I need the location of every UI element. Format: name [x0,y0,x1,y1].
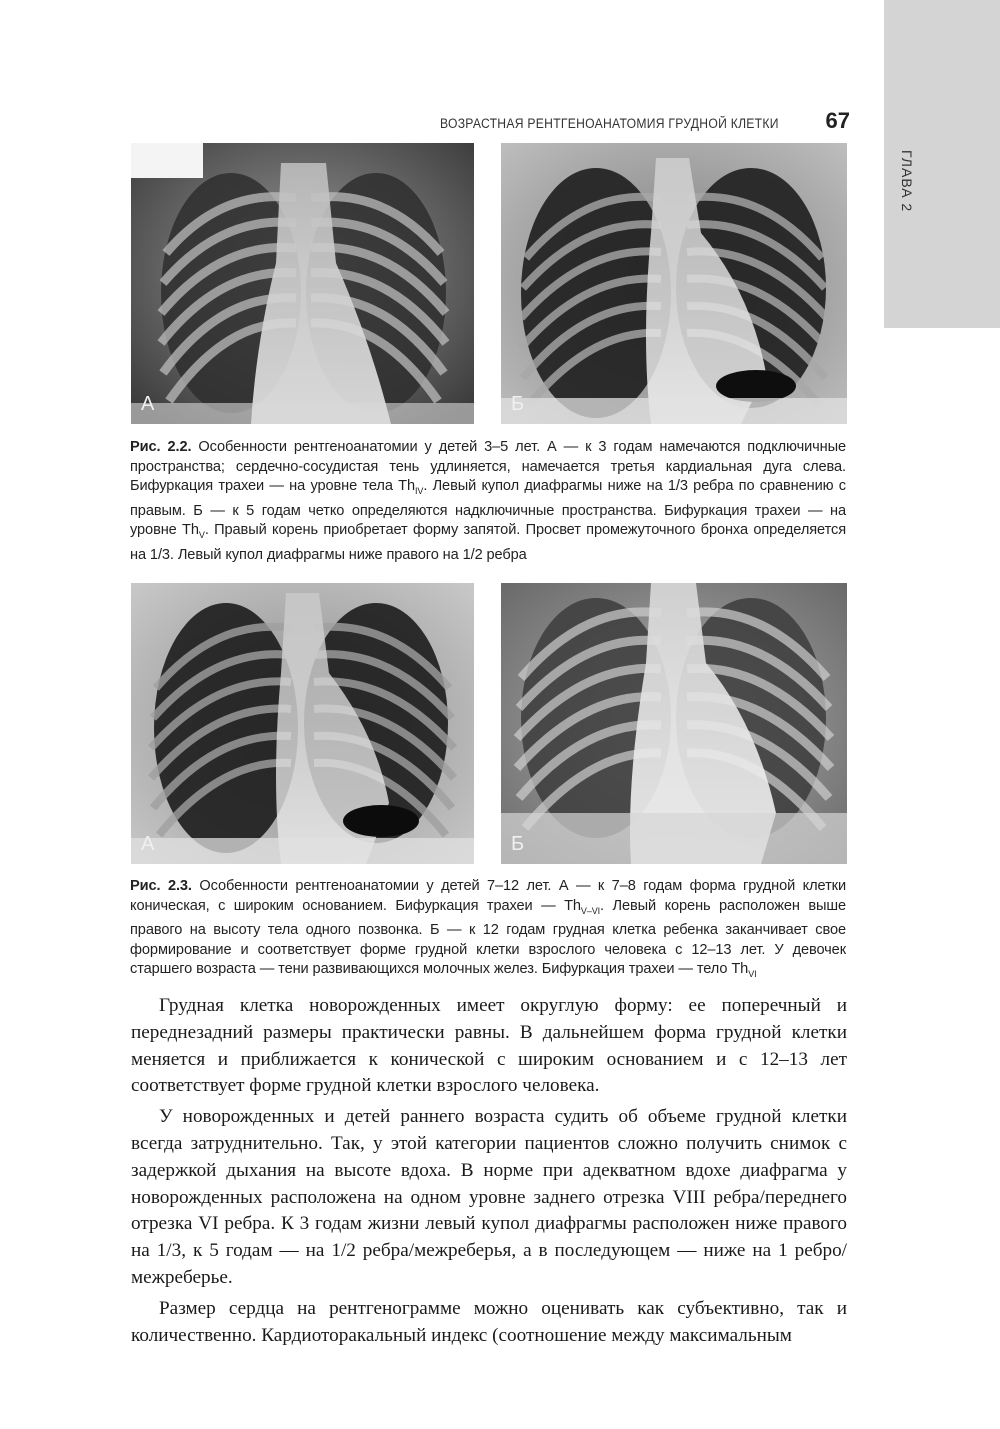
xray-2-2-b [501,143,847,424]
xray-image [501,143,847,424]
caption-subscript: V–VI [580,905,601,916]
panel-letter-b: Б [511,393,525,415]
caption-text: . Правый корень приобретает форму запятой. Просвет промежуточного бронха определяется на 1/3. Левый купол диафрагмы ниже правого на 1/2 ребра [130,522,846,563]
body-paragraph: Размер сердца на рентгенограмме можно оценивать как субъективно, так и количественно. Кардиоторакальный индекс (соотношение между максимальным [131,1297,847,1346]
xray-2-3-a [131,583,474,864]
xray-image [131,143,474,424]
caption-subscript: V [198,530,205,541]
body-paragraph: Грудная клетка новорожденных имеет округлую форму: ее поперечный и переднезадний размеры практически равны. В дальнейшем форма грудной клетки меняется и приближается к конической с широким основанием и с 12–13 лет соответствует форме грудной клетки взрослого человека. [131,995,847,1097]
xray-image [501,583,847,864]
caption-text: Особенности рентгеноанатомии у детей 7–12 лет. А — к 7–8 годам форма грудной клетки коническая, с широким основанием. Бифуркация трахеи — Th [130,878,846,914]
panel-letter-a: А [141,833,155,855]
body-text [131,993,847,1349]
xray-image [131,583,474,864]
panel-letter-b: Б [511,833,525,855]
panel-letter-a: А [141,393,155,415]
xray-2-3-b [501,583,847,864]
caption-label: Рис. 2.3. [130,878,192,894]
caption-text: . Левый корень расположен выше правого на высоту тела одного позвонка. Б — к 12 годам грудная клетка ребенка заканчивает свое формирование и соответствует форме грудной клетки взрослого человека с 12–13 лет. У девочек старшего возраста — тени развивающихся молочных желез. Бифуркация трахеи — тело Th [130,897,846,978]
xray-2-2-a [131,143,474,424]
running-title: ВОЗРАСТНАЯ РЕНТГЕНОАНАТОМИЯ ГРУДНОЙ КЛЕТКИ [440,116,779,131]
body-paragraph: У новорожденных и детей раннего возраста судить об объеме грудной клетки всегда затруднительно. Так, у этой категории пациентов сложно получить снимок с задержкой дыхания на высоте вдоха. В норме при адекватном вдохе диафрагма у новорожденных расположена на одном уровне заднего отрезка VIII ребра/переднего отрезка VI ребра. К 3 годам жизни левый купол диафрагмы расположен ниже правого на 1/3, к 5 годам — на 1/2 ребра/межреберья, а в последующем — ниже на 1 ребро/межреберье. [131,1106,847,1288]
chapter-label: ГЛАВА 2 [899,150,915,213]
figure-2-2-caption [130,438,846,565]
caption-text: Особенности рентгеноанатомии у детей 3–5 лет. А — к 3 годам намечаются подключичные пространства; сердечно-сосудистая тень удлиняется, намечается третья кардиальная дуга слева. Бифуркация трахеи — на уровне тела Th [130,439,847,495]
running-head [440,108,850,134]
caption-label: Рис. 2.2. [130,439,192,455]
caption-subscript: VI [748,969,757,980]
figure-2-3-caption [130,877,846,985]
caption-text: . Левый купол диафрагмы ниже на 1/3 ребра по сравнению с правым. Б — к 5 годам четко определяются надключичные пространства. Бифуркация трахеи — на уровне Th [130,478,846,539]
caption-subscript: IV [415,486,424,497]
page-number: 67 [825,108,850,133]
